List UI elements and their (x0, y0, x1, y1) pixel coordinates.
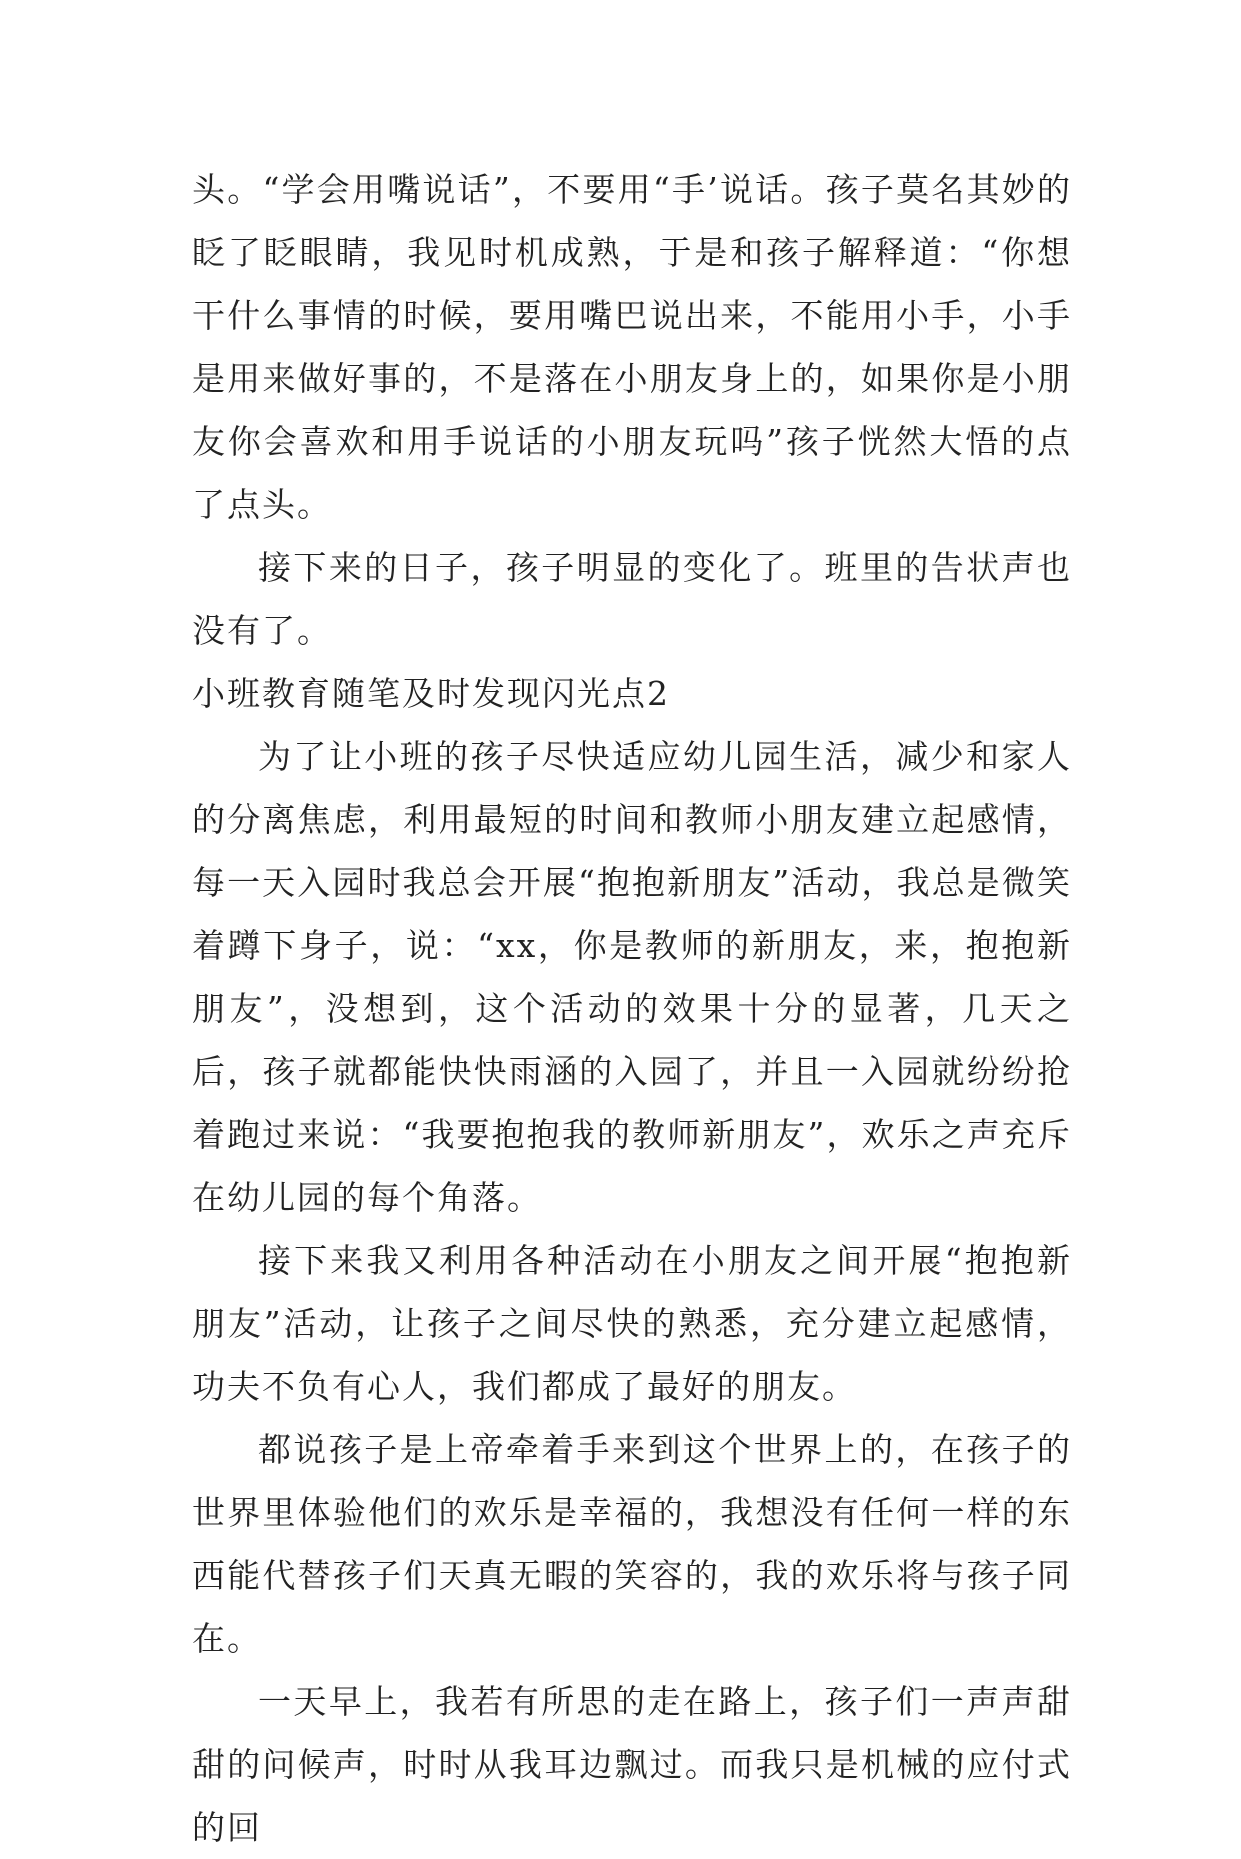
paragraph-4: 接下来我又利用各种活动在小朋友之间开展“抱抱新朋友”活动，让孩子之间尽快的熟悉，充分建立起感情，功夫不负有心人，我们都成了最好的朋友。 (192, 1241, 1072, 1406)
paragraph-1: 头。“学会用嘴说话”，不要用“手’说话。孩子莫名其妙的眨了眨眼睛，我见时机成熟，于是和孩子解释道：“你想干什么事情的时候，要用嘴巴说出来，不能用小手，小手是用来做好事的，不是落在小朋友身上的，如果你是小朋友你会喜欢和用手说话的小朋友玩吗”孩子恍然大悟的点了点头。 (192, 170, 1072, 524)
paragraph-3: 为了让小班的孩子尽快适应幼儿园生活，减少和家人的分离焦虑，利用最短的时间和教师小朋友建立起感情，每一天入园时我总会开展“抱抱新朋友”活动，我总是微笑着蹲下身子，说：“xx，你是教师的新朋友，来，抱抱新朋友”，没想到，这个活动的效果十分的显著，几天之后，孩子就都能快快雨涵的入园了，并且一入园就纷纷抢着跑过来说：“我要抱抱我的教师新朋友”，欢乐之声充斥在幼儿园的每个角落。 (192, 737, 1072, 1217)
paragraph-6: 一天早上，我若有所思的走在路上，孩子们一声声甜甜的问候声，时时从我耳边飘过。而我只是机械的应付式的回 (192, 1682, 1072, 1847)
section-heading: 小班教育随笔及时发现闪光点2 (192, 674, 670, 713)
document-body (192, 158, 1072, 1859)
paragraph-2: 接下来的日子，孩子明显的变化了。班里的告状声也没有了。 (192, 548, 1072, 650)
paragraph-5: 都说孩子是上帝牵着手来到这个世界上的，在孩子的世界里体验他们的欢乐是幸福的，我想没有任何一样的东西能代替孩子们天真无暇的笑容的，我的欢乐将与孩子同在。 (192, 1430, 1072, 1658)
